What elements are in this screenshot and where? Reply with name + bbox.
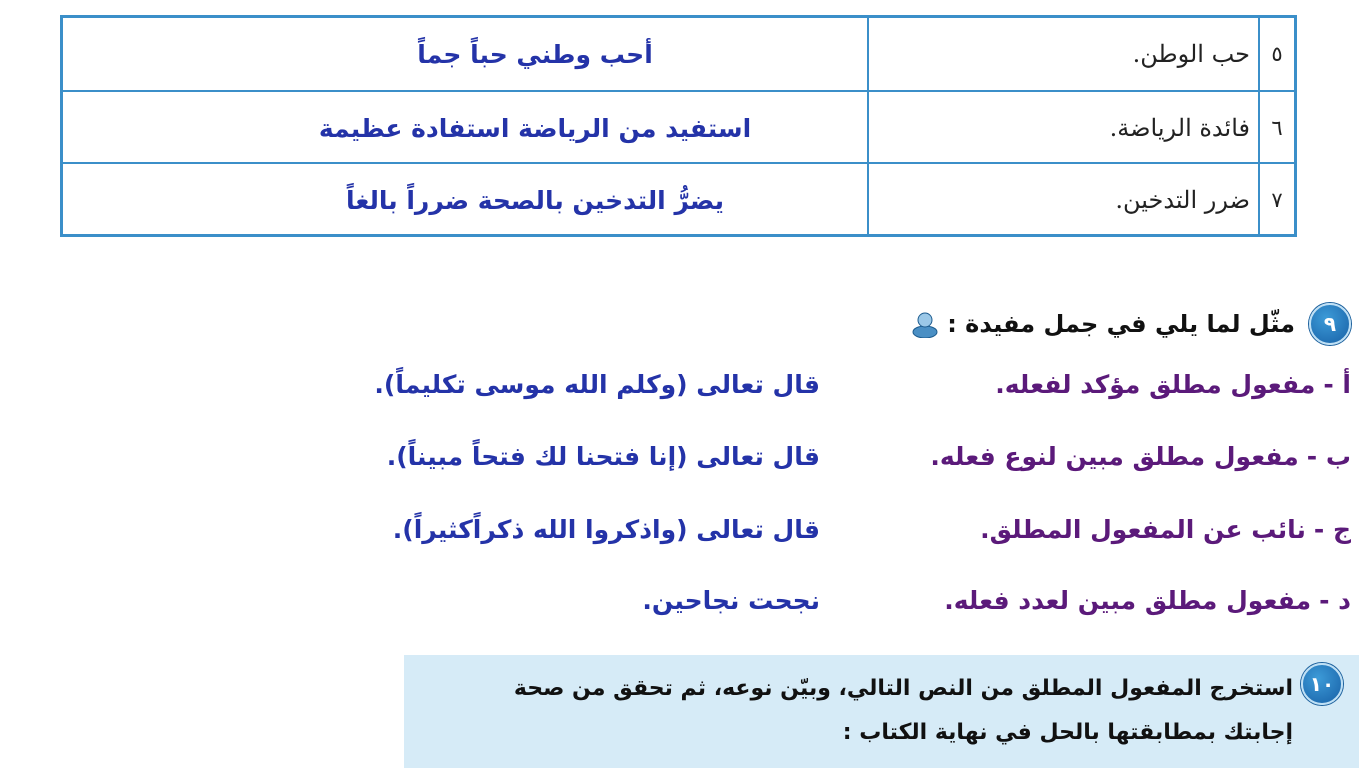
item-letter: ب -	[1306, 441, 1351, 471]
item-definition: نائب عن المفعول المطلق.	[980, 514, 1306, 544]
table-row	[63, 90, 1294, 164]
row-number: ٥	[1258, 18, 1294, 90]
item-definition: مفعول مطلق مبين لنوع فعله.	[930, 441, 1299, 471]
table-row	[63, 162, 1294, 236]
item-example: قال تعالى (وكلم الله موسى تكليماً).	[374, 369, 820, 399]
item-definition: مفعول مطلق مبين لعدد فعله.	[944, 585, 1312, 615]
exercise-10-box	[404, 655, 1359, 768]
list-item	[930, 436, 1351, 476]
row-sentence: استفيد من الرياضة استفادة عظيمة	[318, 113, 752, 143]
row-topic: فائدة الرياضة.	[867, 92, 1260, 164]
item-definition: مفعول مطلق مؤكد لفعله.	[995, 369, 1316, 399]
item-example: قال تعالى (واذكروا الله ذكراًكثيراً).	[392, 514, 820, 544]
answers-table	[60, 15, 1297, 237]
exercise-9-instruction: مثّل لما يلي في جمل مفيدة :	[947, 310, 1295, 338]
row-topic: ضرر التدخين.	[867, 164, 1260, 236]
exercise-number-badge: ١٠	[1301, 663, 1343, 705]
item-example: قال تعالى (إنا فتحنا لك فتحاً مبيناً).	[386, 441, 820, 471]
exercise-9-heading	[911, 302, 1351, 346]
list-item	[995, 364, 1351, 404]
row-topic: حب الوطن.	[867, 18, 1260, 90]
table-row	[63, 18, 1294, 90]
person-icon	[911, 310, 939, 338]
exercise-number-badge: ٩	[1309, 303, 1351, 345]
item-letter: د -	[1319, 585, 1351, 615]
item-example: نجحت نجاحين.	[642, 585, 820, 615]
list-item	[944, 580, 1351, 620]
row-sentence: يضرُّ التدخين بالصحة ضرراً بالغاً	[346, 185, 725, 215]
item-letter: ج -	[1313, 514, 1351, 544]
instruction-line: إجابتك بمطابقتها بالحل في نهاية الكتاب :	[842, 720, 1293, 745]
item-letter: أ -	[1323, 369, 1351, 399]
row-number: ٦	[1258, 92, 1294, 164]
list-item	[980, 509, 1351, 549]
instruction-line: استخرج المفعول المطلق من النص التالي، وبيّن نوعه، ثم تحقق من صحة	[513, 676, 1293, 701]
row-sentence: أحب وطني حباً جماً	[417, 39, 653, 69]
exercise-10-instruction	[413, 667, 1293, 755]
row-number: ٧	[1258, 164, 1294, 236]
